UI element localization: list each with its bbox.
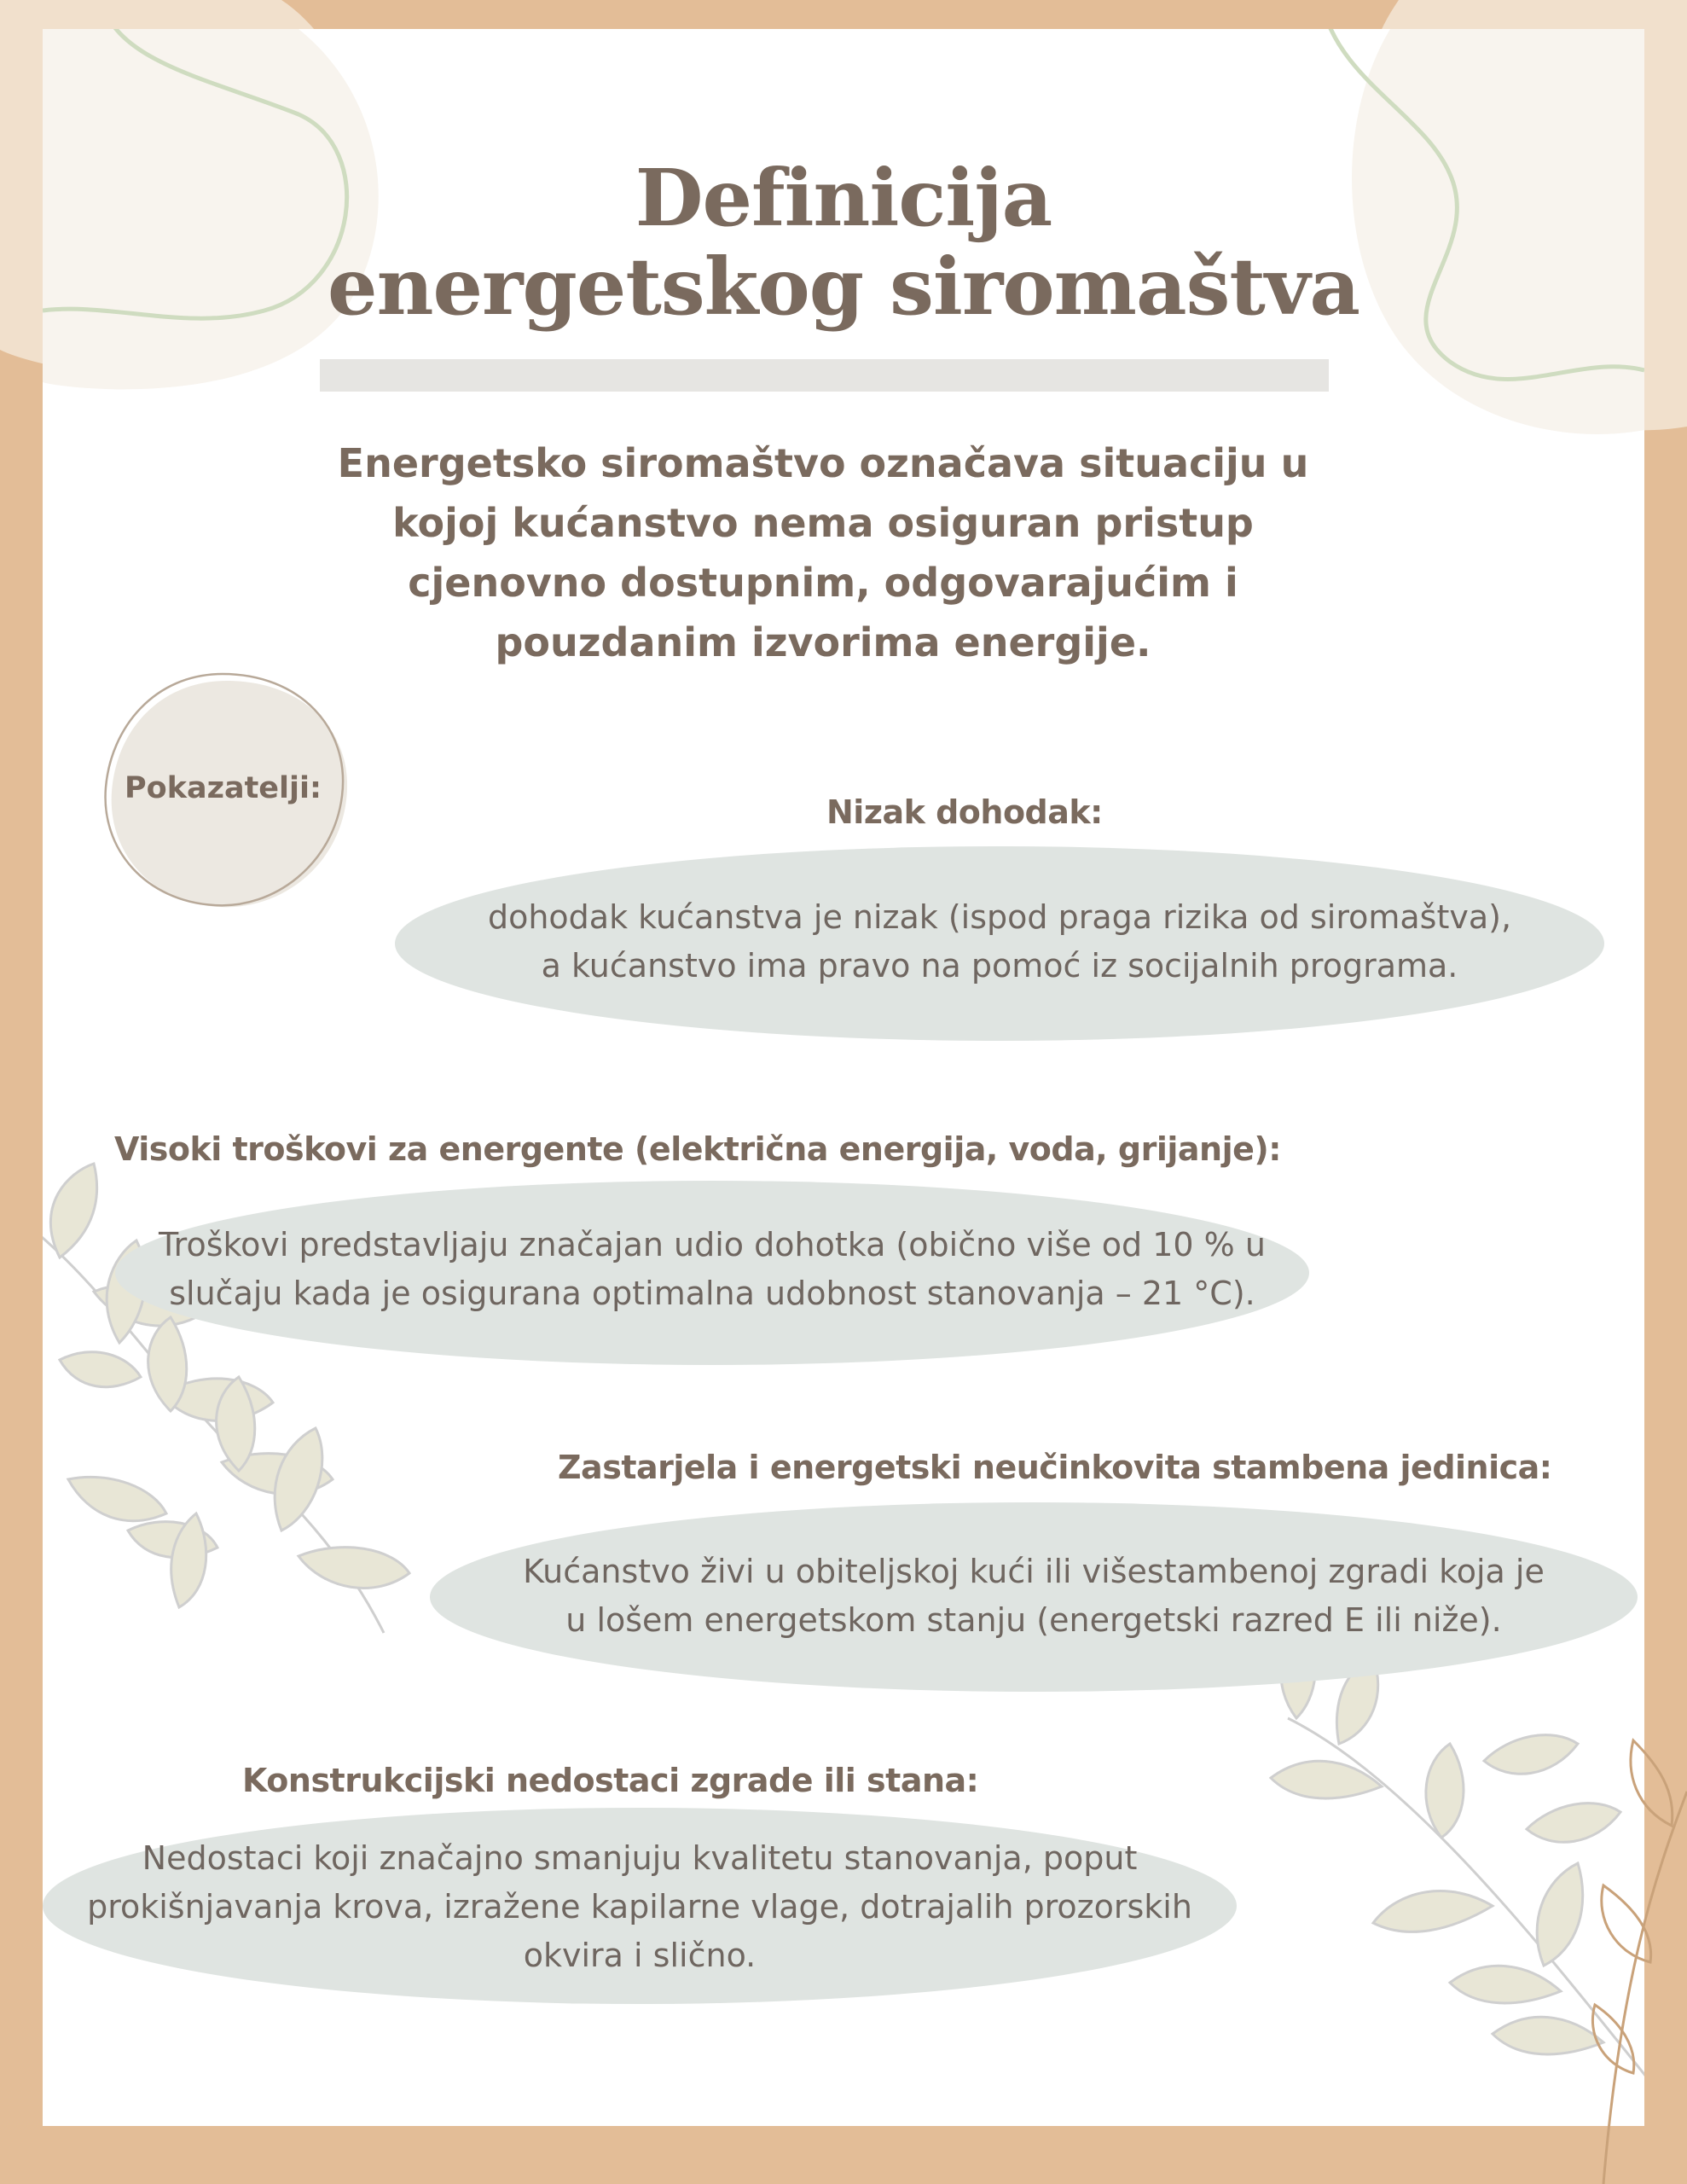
indicator-2-text [115, 1221, 1309, 1318]
intro-line-3: cjenovno dostupnim, odgovarajućim i [408, 560, 1238, 606]
indicator-2-heading: Visoki troškovi za energente (električna energija, voda, grijanje): [114, 1130, 1281, 1168]
indicators-label: Pokazatelji: [125, 771, 322, 805]
intro-line-2: kojoj kućanstvo nema osiguran pristup [392, 500, 1254, 546]
title-line-1: Definicija [635, 152, 1052, 244]
indicator-1-text [395, 893, 1604, 990]
indicator-1-line-1: dohodak kućanstva je nizak (ispod praga rizika od siromaštva), [487, 898, 1512, 936]
indicator-2-line-2: slučaju kada je osigurana optimalna udobnost stanovanja – 21 °C). [169, 1275, 1255, 1312]
indicator-1-heading: Nizak dohodak: [826, 793, 1103, 831]
title-divider [320, 359, 1329, 392]
indicator-4-line-2: prokišnjavanja krova, izražene kapilarne vlage, dotrajalih prozorskih [87, 1888, 1192, 1926]
indicator-3-text [430, 1548, 1638, 1645]
indicator-1-line-2: a kućanstvo ima pravo na pomoć iz socijalnih programa. [541, 947, 1458, 985]
page-title [43, 154, 1644, 331]
intro-line-4: pouzdanim izvorima energije. [495, 619, 1151, 665]
indicator-4-line-1: Nedostaci koji značajno smanjuju kvalitetu stanovanja, poput [142, 1839, 1138, 1877]
intro-paragraph [324, 433, 1322, 672]
indicator-4-heading: Konstrukcijski nedostaci zgrade ili stana: [242, 1762, 979, 1799]
indicator-3-line-2: u lošem energetskom stanju (energetski razred E ili niže). [565, 1601, 1502, 1639]
intro-line-1: Energetsko siromaštvo označava situaciju u [337, 440, 1309, 486]
sheet-decoration [43, 29, 1644, 2126]
indicator-3-line-1: Kućanstvo živi u obiteljskoj kući ili višestambenoj zgradi koja je [523, 1553, 1545, 1590]
indicator-2-line-1: Troškovi predstavljaju značajan udio dohotka (obično više od 10 % u [159, 1226, 1266, 1263]
leaf-branch-bottom-right [1271, 1624, 1644, 2077]
page-sheet [43, 29, 1644, 2126]
title-line-2: energetskog siromaštva [328, 241, 1359, 333]
indicator-4-text [43, 1834, 1237, 1980]
indicator-4-line-3: okvira i slično. [523, 1937, 757, 1974]
indicator-3-heading: Zastarjela i energetski neučinkovita stambena jedinica: [558, 1449, 1552, 1486]
